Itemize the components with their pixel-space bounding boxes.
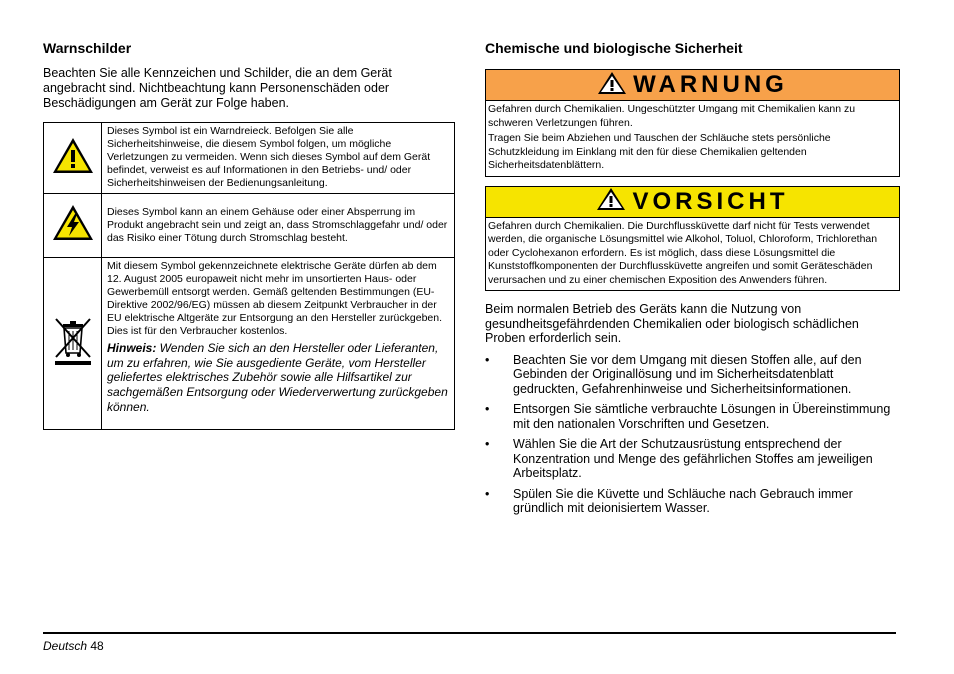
list-item	[485, 402, 900, 431]
electrical-hazard-icon	[51, 230, 95, 247]
warning-triangle-icon	[51, 163, 95, 180]
safety-bullet-list	[485, 353, 900, 516]
warning-text	[486, 101, 899, 176]
footer-language: Deutsch	[43, 639, 88, 653]
bullet-glyph: •	[485, 352, 490, 367]
bullet-glyph: •	[485, 486, 490, 501]
warning-signs-section	[43, 39, 455, 430]
list-item	[485, 353, 900, 397]
section-heading-warnschilder: Warnschilder	[43, 40, 132, 56]
bullet-text: Beachten Sie vor dem Umgang mit diesen Stoffen alle, auf den Gebinden der Originallösung und im Sicherheitsdatenblatt gedruckten, Gefahrenhinweise und Sicherheitsinformationen.	[513, 352, 862, 396]
bullet-text: Spülen Sie die Küvette und Schläuche nach Gebrauch immer gründlich mit deionisiertem Wasser.	[513, 486, 853, 515]
symbol-icon-cell	[44, 194, 102, 258]
chemical-safety-section	[485, 39, 900, 522]
warning-paragraph: Gefahren durch Chemikalien. Ungeschützter Umgang mit Chemikalien kann zu schweren Verletzungen führen.	[488, 103, 856, 129]
warning-banner	[486, 70, 899, 101]
weee-description: Mit diesem Symbol gekennzeichnete elektrische Geräte dürfen ab dem 12. August 2005 europaweit nicht mehr im unsortierten Haus- oder Gewerbemüll entsorgt werden. Gemäß geltenden Bestimmungen (EU-Direktive 2002/96/EG) müssen ab diesem Zeitpunkt Verbraucher in der EU elektrische Altgeräte zur Entsorgung an den Hersteller zurückgeben. Dies ist für den Verbraucher kostenlos.	[107, 260, 443, 337]
page-number: 48	[87, 639, 104, 653]
symbol-description	[102, 258, 455, 430]
hint-note	[107, 341, 450, 417]
warning-title: WARNUNG	[633, 71, 788, 98]
caution-banner	[486, 187, 899, 218]
intro-paragraph: Beachten Sie alle Kennzeichen und Schilder, die an dem Gerät angebracht sind. Nichtbeachtung kann Personenschäden oder Beschädigungen am Gerät zur Folge haben.	[43, 66, 392, 110]
hint-text: Wenden Sie sich an den Hersteller oder Lieferanten, um zu erfahren, wie Sie ausgediente Geräte, vom Hersteller geliefertes elektrisches Zubehör sowie alle Hilfsartikel zur sachgemäßen Entsorgung oder Wiederverwertung zurückgeben können.	[107, 341, 448, 414]
caution-title: VORSICHT	[632, 187, 789, 215]
warning-paragraph: Tragen Sie beim Abziehen und Tauschen der Schläuche stets persönliche Schutzkleidung im Einklang mit den für diese Chemikalien geltenden Sicherheitsdatenblättern.	[488, 132, 831, 171]
alert-triangle-icon	[597, 71, 627, 100]
table-row	[44, 123, 455, 194]
symbol-table	[43, 122, 455, 430]
bullet-glyph: •	[485, 437, 490, 451]
symbol-icon-cell	[44, 123, 102, 194]
hint-label: Hinweis:	[107, 341, 157, 355]
crossed-out-bin-icon	[51, 354, 95, 371]
caution-box	[485, 186, 900, 292]
caution-paragraph: Gefahren durch Chemikalien. Die Durchflussküvette darf nicht für Tests verwendet werden, die organische Lösungsmittel wie Alkohol, Toluol, Chloroform, Trichlorethan oder Cyclohexanon erfordern. Es ist möglich, dass diese Lösungsmittel die Kunststoffkomponenten der Durchflussküvette angreifen und somit Geräteschäden verursachen und zu einer chemischen Exposition des Anwenders führen.	[488, 219, 878, 286]
bullet-text: Entsorgen Sie sämtliche verbrauchte Lösungen in Übereinstimmung mit den nationalen Vorschriften und Gesetzen.	[513, 402, 891, 431]
symbol-icon-cell	[44, 258, 102, 430]
page-footer	[43, 639, 104, 653]
bullet-glyph: •	[485, 402, 490, 416]
alert-triangle-icon	[596, 187, 626, 216]
bullet-text: Wählen Sie die Art der Schutzausrüstung entsprechend der Konzentration und Menge des gefährlichen Stoffes am jeweiligen Arbeitsplatz.	[513, 437, 873, 480]
warning-box	[485, 69, 900, 177]
symbol-description: Dieses Symbol kann an einem Gehäuse oder einer Absperrung im Produkt angebracht sein und zeigt an, dass Stromschlaggefahr und/ oder das Risiko einer Tötung durch Stromschlag besteht.	[102, 194, 455, 258]
table-row	[44, 258, 455, 430]
footer-divider	[43, 632, 896, 634]
section-heading-chemical-safety: Chemische und biologische Sicherheit	[485, 40, 743, 56]
list-item	[485, 487, 900, 516]
symbol-description: Dieses Symbol ist ein Warndreieck. Befolgen Sie alle Sicherheitshinweise, die diesem Symbol folgen, um mögliche Verletzungen zu vermeiden. Wenn sich dieses Symbol auf dem Gerät befindet, verweist es auf Informationen in den Betriebs- und/ oder Sicherheitshinweisen der Bedienungsanleitung.	[102, 123, 455, 194]
table-row	[44, 194, 455, 258]
list-item	[485, 437, 900, 481]
body-paragraph: Beim normalen Betrieb des Geräts kann die Nutzung von gesundheitsgefährdenden Chemikalien oder biologisch schädlichen Proben erforderlich sein.	[485, 302, 859, 345]
caution-text	[486, 218, 899, 291]
